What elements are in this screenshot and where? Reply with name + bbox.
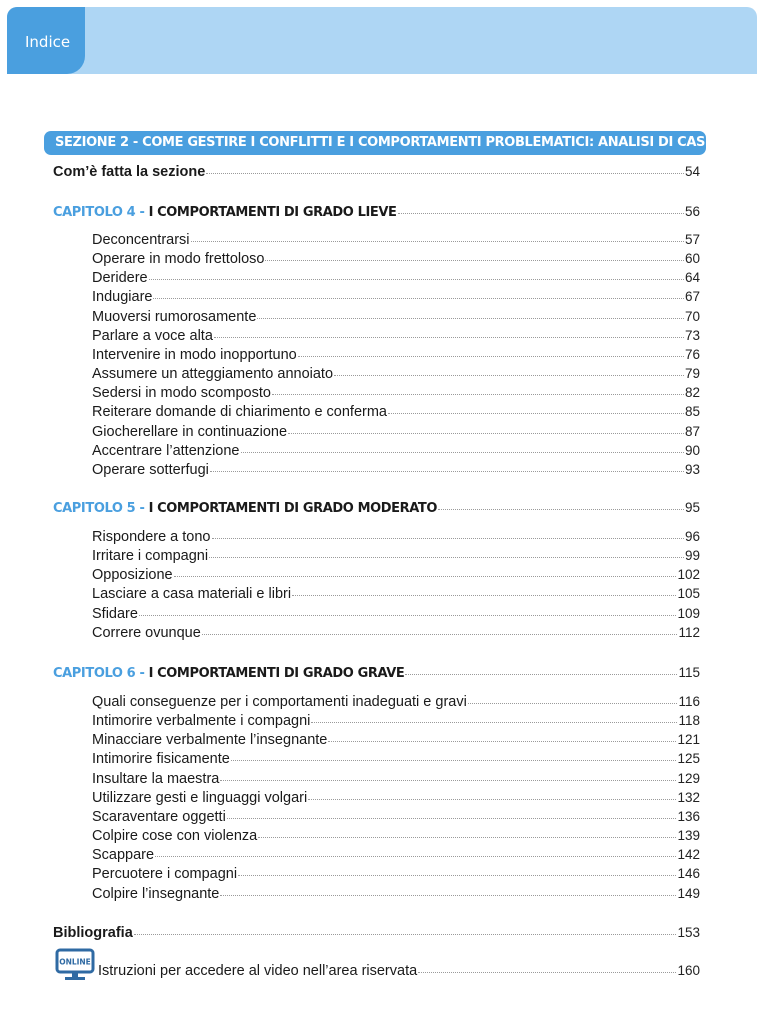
toc-entry[interactable] [92,251,700,267]
toc-entry[interactable] [92,606,700,622]
toc-entry-label: Insultare la maestra [92,770,220,787]
toc-entry[interactable] [92,424,700,440]
toc-entry-label: Istruzioni per accedere al video nell’area riservata [98,963,418,979]
toc-page-number: 160 [677,963,700,978]
toc-entry[interactable] [92,625,700,641]
dot-leader [328,741,676,742]
dot-leader [257,318,684,319]
dot-leader [220,780,676,781]
toc-page-number: 136 [677,808,700,824]
toc-entry[interactable] [92,462,700,478]
toc-entry-label: Colpire l’insegnante [92,885,220,902]
toc-entry-label: Sfidare [92,605,138,622]
toc-page-number: 82 [684,385,700,401]
dot-leader [202,634,678,635]
toc-page-number: 112 [678,624,700,640]
toc-page-number: 139 [677,828,700,844]
toc-entry[interactable] [92,809,700,825]
header-band [7,7,757,74]
toc-entry-label: Deconcentrarsi [92,232,190,248]
toc-chapter-4[interactable] [53,204,700,220]
dot-leader [214,337,684,338]
toc-entry[interactable] [92,529,700,545]
toc-entry-label: Rispondere a tono [92,529,211,545]
dot-leader [212,538,684,539]
toc-chapter-5[interactable] [53,500,700,516]
toc-entry-label: Sedersi in modo scomposto [92,385,271,402]
dot-leader [418,972,676,973]
toc-page-number: 115 [678,665,700,680]
toc-entry-label: Intimorire verbalmente i compagni [92,713,311,730]
dot-leader [174,576,677,577]
toc-page-number: 87 [684,423,700,439]
toc-entry[interactable] [92,866,700,882]
toc-entry-label: Accentrare l’attenzione [92,442,240,459]
toc-entry-bibliography[interactable] [53,925,700,941]
toc-page-number: 93 [684,461,700,477]
toc-entry[interactable] [92,548,700,564]
toc-page-number: 129 [677,770,700,786]
toc-page-number: 132 [677,789,700,805]
toc-page-number: 149 [677,885,700,901]
toc-page-number: 95 [684,500,700,515]
toc-page-number: 105 [677,586,700,602]
toc-page-number: 64 [684,270,700,286]
toc-entry[interactable] [92,751,700,767]
dot-leader [265,260,683,261]
dot-leader [388,413,684,414]
chapter-title: I COMPORTAMENTI DI GRADO MODERATO [148,501,438,516]
toc-entry-label: Operare in modo frettoloso [92,251,265,268]
toc-entry-label: Operare sotterfugi [92,461,209,478]
dot-leader [288,433,684,434]
toc-entry[interactable] [92,586,700,602]
chapter-prefix: CAPITOLO 6 - [53,666,149,681]
dot-leader [438,509,684,510]
online-monitor-icon [55,948,95,982]
toc-entry[interactable] [92,309,700,325]
dot-leader [238,875,676,876]
dot-leader [231,760,677,761]
toc-page-number: 73 [684,327,700,343]
toc-entry[interactable] [92,567,700,583]
toc-entry-label: Giocherellare in continuazione [92,423,288,440]
section-title-bar: SEZIONE 2 - COME GESTIRE I CONFLITTI E I COMPORTAMENTI PROBLEMATICI: ANALISI DI CASI [44,131,706,155]
dot-leader [298,356,684,357]
toc-entry-label: Minacciare verbalmente l’insegnante [92,732,328,749]
toc-entry-label: Muoversi rumorosamente [92,308,257,325]
toc-entry-label: Intervenire in modo inopportuno [92,346,297,363]
toc-entry-label: Indugiare [92,289,153,306]
dot-leader [149,279,684,280]
dot-leader [139,615,677,616]
toc-entry[interactable] [92,732,700,748]
toc-entry-label: Assumere un atteggiamento annoiato [92,366,334,383]
chapter-prefix: CAPITOLO 5 - [53,501,149,516]
toc-entry[interactable] [92,270,700,286]
dot-leader [272,394,684,395]
toc-entry-label: Bibliografia [53,925,133,941]
toc-entry[interactable] [92,443,700,459]
dot-leader [311,722,677,723]
toc-page-number: 79 [684,366,700,382]
toc-entry[interactable] [92,713,700,729]
dot-leader [155,856,676,857]
toc-entry[interactable] [92,289,700,305]
toc-entry-label: Colpire cose con violenza [92,828,258,845]
toc-page-number: 109 [677,605,700,621]
dot-leader [206,173,684,174]
toc-entry-label: Com’è fatta la sezione [53,164,206,180]
toc-entry-online-video[interactable] [98,963,700,979]
toc-entry-label: Irritare i compagni [92,548,209,565]
toc-entry[interactable] [92,366,700,382]
dot-leader [468,703,678,704]
toc-page-number: 54 [684,164,700,179]
toc-entry[interactable] [92,232,700,248]
svg-text:ONLINE: ONLINE [59,957,91,967]
chapter-prefix: CAPITOLO 4 - [53,205,149,220]
dot-leader [308,799,676,800]
toc-entry[interactable] [92,790,700,806]
toc-entry[interactable] [92,347,700,363]
toc-entry-label: Lasciare a casa materiali e libri [92,586,292,603]
dot-leader [398,213,684,214]
toc-entry-intro[interactable] [53,164,700,180]
toc-entry[interactable] [92,694,700,710]
toc-entry-label: Opposizione [92,567,173,584]
dot-leader [153,298,684,299]
toc-entry-label: Correre ovunque [92,624,201,641]
toc-page-number: 57 [684,232,700,247]
toc-entry[interactable] [92,404,700,420]
toc-page-number: 116 [678,694,700,709]
dot-leader [209,557,684,558]
header-tab-label: Indice [25,33,71,51]
toc-page-number: 142 [677,847,700,863]
toc-page-number: 102 [677,567,700,583]
toc-page-number: 90 [684,442,700,458]
toc-entry-label: Utilizzare gesti e linguaggi volgari [92,789,308,806]
dot-leader [241,452,684,453]
toc-page-number: 153 [677,925,700,940]
toc-entry[interactable] [92,385,700,401]
dot-leader [134,934,677,935]
toc-page-number: 67 [684,289,700,305]
toc-page-number: 118 [678,713,700,729]
toc-entry-label: Deridere [92,270,148,287]
toc-page-number: 60 [684,251,700,267]
chapter-title: I COMPORTAMENTI DI GRADO LIEVE [148,205,397,220]
toc-entry-label: Percuotere i compagni [92,866,238,883]
dot-leader [220,895,676,896]
toc-page-number: 56 [684,204,700,219]
toc-entry[interactable] [92,886,700,902]
dot-leader [292,595,676,596]
toc-page-number: 125 [677,751,700,767]
toc-page-number: 70 [684,308,700,324]
toc-entry-label: Parlare a voce alta [92,327,213,344]
toc-page-number: 85 [684,404,700,420]
dot-leader [210,471,684,472]
toc-entry-label: Reiterare domande di chiarimento e conferma [92,404,387,421]
toc-entry[interactable] [92,328,700,344]
toc-page-number: 121 [677,732,700,748]
dot-leader [334,375,684,376]
toc-page-number: 99 [684,548,700,564]
toc-page-number: 96 [684,529,700,544]
toc-entry-label: Scappare [92,847,155,864]
header-tab-indice [7,7,85,74]
toc-entry[interactable] [92,828,700,844]
toc-page-number: 76 [684,346,700,362]
toc-entry-label: Quali conseguenze per i comportamenti inadeguati e gravi [92,694,467,710]
chapter-title: I COMPORTAMENTI DI GRADO GRAVE [148,666,405,681]
dot-leader [227,818,677,819]
toc-entry[interactable] [92,771,700,787]
toc-chapter-6[interactable] [53,665,700,681]
dot-leader [258,837,676,838]
dot-leader [191,241,684,242]
toc-entry-label: Intimorire fisicamente [92,751,230,768]
dot-leader [405,674,677,675]
toc-entry-label: Scaraventare oggetti [92,808,226,825]
toc-entry[interactable] [92,847,700,863]
toc-page-number: 146 [677,866,700,882]
